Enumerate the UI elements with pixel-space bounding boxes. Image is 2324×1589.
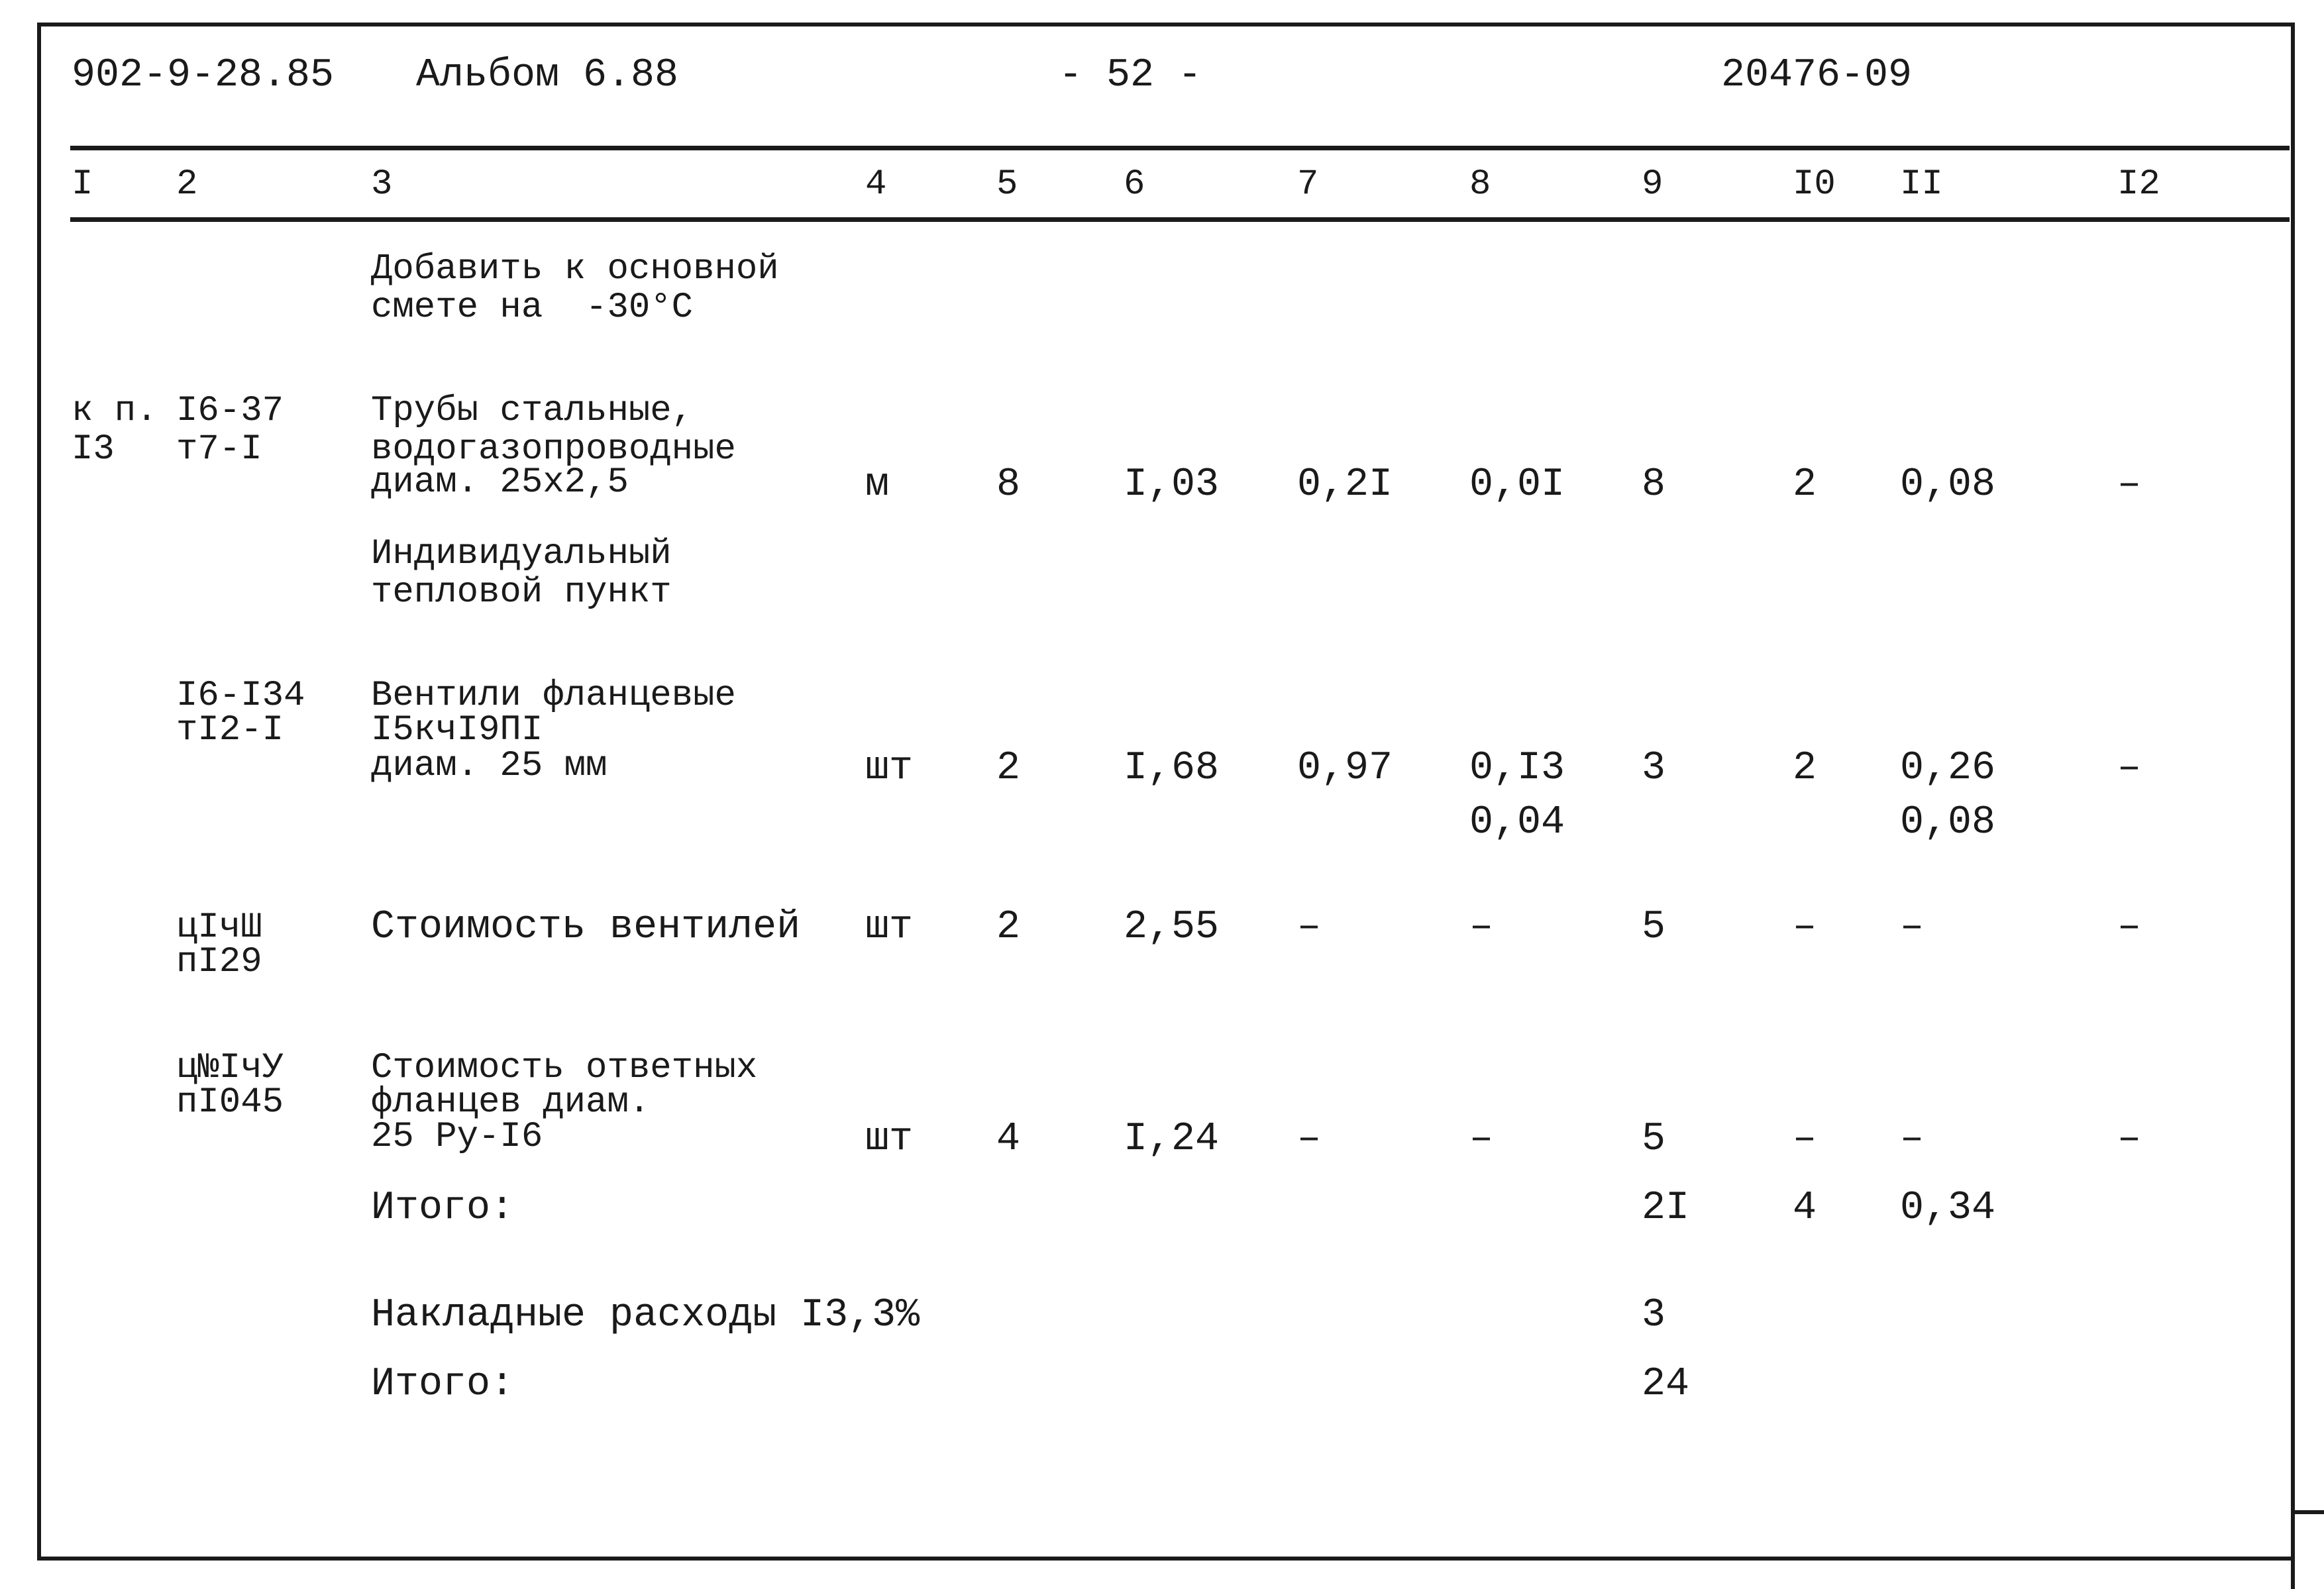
- doc-code: 902-9-28.85: [72, 53, 335, 98]
- row3-c9: 5: [1642, 905, 1666, 950]
- subheading-line: Индивидуальный: [371, 534, 672, 574]
- itogo-c10: 4: [1793, 1186, 1817, 1231]
- row4-c12: –: [2117, 1117, 2142, 1162]
- column-number: I2: [2117, 164, 2160, 205]
- row1-unit: м: [865, 462, 890, 507]
- row1-name: Трубы стальные,: [371, 391, 694, 431]
- row1-code: т7-I: [176, 429, 262, 470]
- row2-code: тI2-I: [176, 710, 284, 750]
- row2-c8: 0,I3: [1469, 746, 1565, 791]
- row4-price: I,24: [1124, 1117, 1220, 1162]
- doc-number: 20476-09: [1721, 53, 1913, 98]
- column-number: 6: [1124, 164, 1145, 205]
- row2-c10: 2: [1793, 746, 1817, 791]
- row4-c10: –: [1793, 1117, 1817, 1162]
- row2-name: диам. 25 мм: [371, 746, 607, 786]
- column-number: I: [72, 164, 93, 205]
- row3-c12: –: [2117, 905, 2142, 950]
- row1-c7: 0,2I: [1297, 462, 1393, 507]
- row2-code: I6-I34: [176, 676, 305, 716]
- row2-name: I5кчI9ПI: [371, 710, 543, 750]
- column-number: I0: [1793, 164, 1836, 205]
- row1-qty: 8: [996, 462, 1021, 507]
- row2-qty: 2: [996, 746, 1021, 791]
- row3-c7: –: [1297, 905, 1322, 950]
- header-bottom-rule: [70, 217, 2290, 222]
- column-number: 8: [1469, 164, 1491, 205]
- row1-name: диам. 25х2,5: [371, 462, 629, 503]
- itogo-c9: 2I: [1642, 1186, 1690, 1231]
- side-tick: [2295, 1510, 2324, 1514]
- header-top-rule: [70, 146, 2290, 150]
- itogo-label: Итого:: [371, 1186, 515, 1231]
- column-number: 5: [996, 164, 1018, 205]
- row2-c11b: 0,08: [1900, 800, 1996, 845]
- column-number: II: [1900, 164, 1943, 205]
- row4-name: 25 Ру-I6: [371, 1117, 543, 1157]
- row1-ref: I3: [72, 429, 115, 470]
- row1-c8: 0,0I: [1469, 462, 1565, 507]
- row3-price: 2,55: [1124, 905, 1220, 950]
- column-number: 7: [1297, 164, 1319, 205]
- row4-c7: –: [1297, 1117, 1322, 1162]
- row2-name: Вентили фланцевые: [371, 676, 736, 716]
- row3-c11: –: [1900, 905, 1925, 950]
- row2-c9: 3: [1642, 746, 1666, 791]
- row1-c11: 0,08: [1900, 462, 1996, 507]
- row3-name: Стоимость вентилей: [371, 905, 801, 950]
- row2-c11: 0,26: [1900, 746, 1996, 791]
- column-number: 3: [371, 164, 393, 205]
- row4-name: Стоимость ответных: [371, 1048, 758, 1088]
- itogo-c11: 0,34: [1900, 1186, 1996, 1231]
- row2-unit: шт: [865, 746, 914, 791]
- column-number: 9: [1642, 164, 1664, 205]
- subheading-line: тепловой пункт: [371, 572, 672, 613]
- column-number: 4: [865, 164, 887, 205]
- row3-c10: –: [1793, 905, 1817, 950]
- row1-price: I,03: [1124, 462, 1220, 507]
- row1-c9: 8: [1642, 462, 1666, 507]
- row1-c10: 2: [1793, 462, 1817, 507]
- section-title-line: смете на -30°C: [371, 287, 694, 328]
- section-title-line: Добавить к основной: [371, 249, 779, 289]
- row1-c12: –: [2117, 462, 2142, 507]
- album-label: Альбом 6.88: [416, 53, 679, 98]
- row3-code: пI29: [176, 942, 262, 982]
- row2-c8b: 0,04: [1469, 800, 1565, 845]
- row4-c11: –: [1900, 1117, 1925, 1162]
- overhead-label: Накладные расходы I3,3%: [371, 1293, 920, 1338]
- row3-qty: 2: [996, 905, 1021, 950]
- row1-name: водогазопроводные: [371, 429, 736, 470]
- row2-c7: 0,97: [1297, 746, 1393, 791]
- itogo-final-c9: 24: [1642, 1362, 1690, 1407]
- row4-code: пI045: [176, 1082, 284, 1123]
- row1-ref: к п.: [72, 391, 158, 431]
- overhead-c9: 3: [1642, 1293, 1666, 1338]
- column-number: 2: [176, 164, 198, 205]
- row3-code: цIчШ: [176, 907, 262, 948]
- row1-code: I6-37: [176, 391, 284, 431]
- row2-c12: –: [2117, 746, 2142, 791]
- row4-name: фланцев диам.: [371, 1082, 651, 1123]
- row4-c8: –: [1469, 1117, 1494, 1162]
- itogo-final-label: Итого:: [371, 1362, 515, 1407]
- row2-price: I,68: [1124, 746, 1220, 791]
- row4-c9: 5: [1642, 1117, 1666, 1162]
- row4-qty: 4: [996, 1117, 1021, 1162]
- frame-tail: [2291, 1559, 2295, 1589]
- row3-unit: шт: [865, 905, 914, 950]
- row3-c8: –: [1469, 905, 1494, 950]
- row4-unit: шт: [865, 1117, 914, 1162]
- row4-code: ц№IчУ: [176, 1048, 284, 1088]
- page-number: - 52 -: [1059, 53, 1202, 98]
